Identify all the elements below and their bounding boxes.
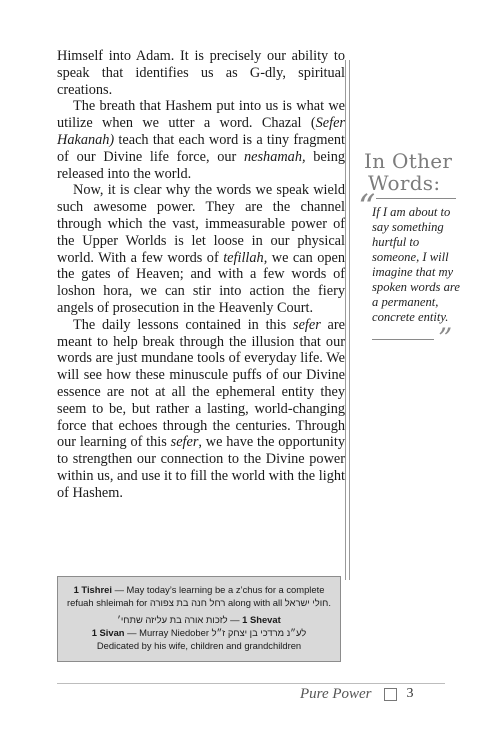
- page-footer: [300, 684, 414, 704]
- close-quote-icon: ”: [438, 322, 453, 355]
- sidebar-in-other-words: [358, 149, 468, 355]
- paragraph-2: The breath that Hashem put into us is what we utilize when we utter a word. Chazal (Sefer Hakanah) teach that each word is a tiny fragment of our Divine life force, our neshamah, being released into the world.: [57, 98, 346, 182]
- sidebar-rule: [376, 198, 456, 199]
- sidebar-end: [372, 322, 468, 355]
- sidebar-quote-text: If I am about to say something hurtful to someone, I will imagine that my spoken words are a permanent, concrete entity.: [372, 205, 460, 324]
- dedication-line-2: לזכות אורה בת עליזה שתחי׳ — 1 Shevat: [117, 614, 281, 625]
- dedication-box: [57, 576, 341, 662]
- column-divider: [345, 60, 350, 580]
- dedication-line-4: Dedicated by his wife, children and grandchildren: [96, 640, 302, 651]
- footer-square-icon: [384, 688, 397, 701]
- open-quote-icon: “: [358, 187, 376, 227]
- page-number: 3: [406, 686, 414, 701]
- paragraph-3: Now, it is clear why the words we speak wield such awesome power. They are the channel through which the vast, immeasurable power of the Upper Worlds is let loose in our physical world. With a few words of tefillah, we can open the gates of Heaven; and with a few words of loshon hora, we can stir into action the fiery angels of prosecution in the Heavenly Court.: [57, 182, 345, 316]
- sidebar-end-rule: [372, 339, 434, 340]
- paragraph-4: The daily lessons contained in this sefer are meant to help break through the illusion that our words are just mundane tools of everyday life. We will see how these minuscule puffs of our Divine essence are not at all the ephemeral entity they seem to be, but rather a lasting, world-changing force that echoes through the centuries. Through our learning of this sefer, we have the opportunity to strengthen our connection to the Divine power within us, and use it to fill the world with the light of Hashem.: [57, 316, 346, 501]
- main-text: [57, 48, 345, 502]
- dedication-line-1: 1 Tishrei — May today’s learning be a z’chus for a complete refuah shleimah for רחל חנה בת צפורה along with all חולי ישראל.: [67, 584, 331, 608]
- paragraph-1: Himself into Adam. It is precisely our ability to speak that identifies us as G-dly, spiritual creations.: [57, 48, 345, 98]
- sidebar-title: In Other Words:: [364, 149, 453, 195]
- dedication-line-3: 1 Sivan — Murray Niedober לע״נ מרדכי בן יצחק ז״ל: [91, 627, 307, 638]
- footer-book-title: Pure Power: [300, 685, 372, 702]
